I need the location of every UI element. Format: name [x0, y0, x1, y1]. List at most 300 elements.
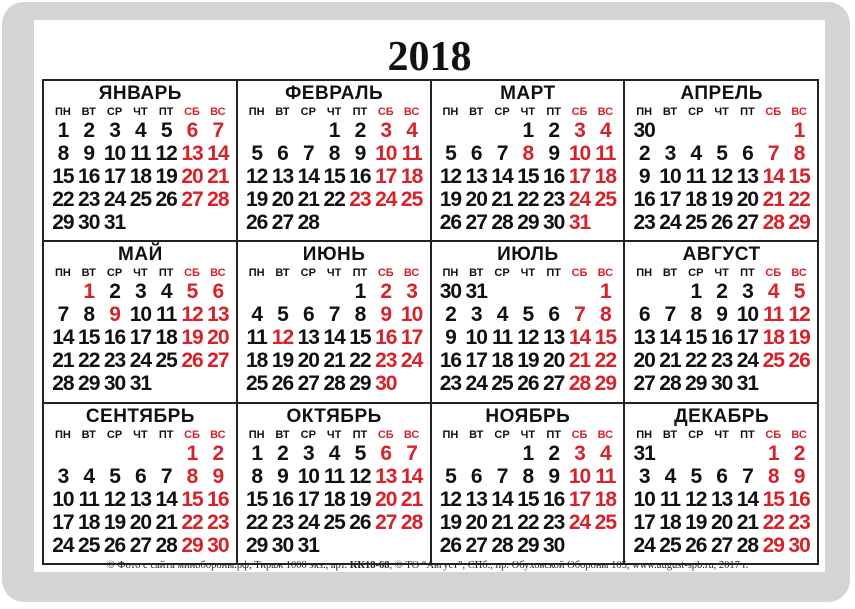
weekday-label: СБ — [571, 267, 588, 280]
day-cell: 21 — [297, 188, 319, 211]
day-cell: 2 — [380, 280, 392, 304]
day-cell: 26 — [685, 533, 707, 557]
day-cell: 8 — [793, 142, 805, 165]
day-cell: 9 — [83, 142, 95, 165]
weekday-label: ВТ — [662, 106, 678, 118]
day-cell: 24 — [568, 188, 591, 211]
day-cell: 1 — [57, 119, 69, 142]
weekday-label: ПТ — [158, 267, 174, 280]
day-cell: 7 — [496, 142, 508, 165]
day-cell: 13 — [207, 303, 229, 327]
day-cell: 8 — [57, 142, 69, 165]
day-cell: 25 — [78, 533, 100, 557]
day-cell: 6 — [470, 142, 482, 165]
weekday-label: ВТ — [81, 267, 96, 280]
day-cell: 3 — [664, 142, 676, 165]
day-cell: 17 — [568, 165, 591, 188]
day-cell: 22 — [52, 188, 74, 211]
year-title: 2018 — [387, 34, 472, 80]
weekday-label: ПН — [636, 428, 653, 441]
weekday-label: ВС — [210, 428, 226, 441]
day-cell: 31 — [103, 211, 126, 234]
weekday-label: ВС — [210, 267, 226, 280]
days-grid — [438, 442, 619, 557]
month-name: ОКТЯБРЬ — [286, 405, 382, 427]
weekday-label: ПТ — [740, 267, 755, 280]
day-cell: 24 — [52, 533, 74, 557]
day-cell: 30 — [788, 533, 810, 557]
day-cell: 17 — [129, 326, 152, 350]
weekday-label: ВС — [597, 267, 614, 280]
weekday-label: СБ — [377, 267, 394, 280]
day-cell: 2 — [793, 441, 805, 465]
day-cell: 8 — [599, 303, 611, 327]
day-cell: 26 — [271, 372, 294, 396]
month-block — [44, 81, 238, 242]
day-cell: 15 — [685, 326, 707, 350]
day-cell: 13 — [736, 165, 759, 188]
day-cell: 19 — [349, 487, 371, 511]
day-cell: 12 — [155, 142, 177, 165]
day-cell: 5 — [690, 464, 702, 488]
weekday-label: ПТ — [546, 428, 561, 441]
day-cell: 31 — [129, 372, 152, 396]
day-cell: 24 — [659, 211, 681, 234]
day-cell: 20 — [129, 510, 152, 534]
day-cell: 25 — [594, 188, 616, 211]
day-cell: 19 — [788, 326, 810, 350]
day-cell: 4 — [406, 119, 417, 142]
day-cell: 28 — [762, 211, 784, 234]
day-cell: 18 — [245, 349, 268, 373]
day-cell: 23 — [439, 372, 462, 396]
day-cell: 6 — [186, 119, 198, 142]
day-cell: 8 — [186, 464, 198, 488]
day-cell: 29 — [52, 211, 74, 234]
day-cell: 15 — [517, 165, 539, 188]
day-cell: 30 — [375, 372, 397, 396]
weekday-label: ВТ — [469, 106, 484, 118]
weekday-label: ЧТ — [326, 428, 342, 441]
day-cell: 23 — [375, 349, 397, 373]
day-cell: 21 — [400, 487, 423, 511]
day-cell: 10 — [736, 303, 759, 327]
day-cell: 22 — [685, 349, 707, 373]
day-cell: 12 — [181, 303, 203, 327]
day-cell: 19 — [439, 188, 462, 211]
weekday-label: ВС — [791, 428, 807, 441]
day-cell: 10 — [400, 303, 423, 327]
day-cell: 29 — [762, 533, 784, 557]
day-cell: 21 — [659, 349, 681, 373]
day-cell: 30 — [710, 372, 733, 396]
day-cell: 14 — [491, 487, 513, 511]
day-cell: 17 — [103, 165, 126, 188]
day-cell: 26 — [788, 349, 810, 373]
weekday-label: СБ — [571, 428, 588, 441]
day-cell: 10 — [129, 303, 152, 327]
day-cell: 16 — [543, 487, 565, 511]
weekday-header — [438, 105, 619, 119]
day-cell: 22 — [517, 188, 539, 211]
day-cell: 30 — [207, 533, 229, 557]
weekday-label: ПН — [54, 428, 71, 441]
day-cell: 27 — [633, 372, 655, 396]
day-cell: 22 — [594, 349, 616, 373]
day-cell: 18 — [78, 510, 100, 534]
day-cell: 28 — [155, 533, 177, 557]
day-cell: 23 — [349, 188, 371, 211]
day-cell: 6 — [277, 142, 288, 165]
day-cell: 8 — [522, 142, 534, 165]
weekday-label: СБ — [184, 428, 200, 441]
month-block — [44, 242, 238, 403]
day-cell: 22 — [349, 349, 371, 373]
day-cell: 28 — [52, 372, 74, 396]
month-block — [238, 81, 432, 242]
day-cell: 2 — [212, 441, 224, 465]
day-cell: 17 — [736, 326, 759, 350]
day-cell: 4 — [83, 464, 95, 488]
month-block — [625, 81, 819, 242]
weekday-label: ПН — [442, 106, 459, 118]
day-cell: 29 — [78, 372, 100, 396]
day-cell: 11 — [78, 487, 99, 511]
months-grid — [42, 79, 819, 565]
day-cell: 13 — [375, 464, 397, 488]
days-grid — [50, 119, 231, 234]
day-cell: 15 — [349, 326, 371, 350]
weekday-label: ПТ — [546, 267, 561, 280]
day-cell: 9 — [212, 464, 224, 488]
day-cell: 4 — [328, 441, 340, 465]
weekday-label: ВС — [210, 106, 226, 118]
day-cell: 7 — [57, 303, 69, 327]
day-cell: 5 — [277, 303, 288, 327]
calendar-card — [2, 2, 850, 602]
day-cell: 25 — [155, 349, 177, 373]
day-cell: 20 — [710, 510, 733, 534]
day-cell: 6 — [212, 280, 224, 304]
day-cell: 27 — [271, 211, 294, 234]
day-cell: 20 — [181, 165, 203, 188]
day-cell: 21 — [52, 349, 74, 373]
day-cell: 29 — [594, 372, 616, 396]
day-cell: 16 — [103, 326, 126, 350]
day-cell: 7 — [664, 303, 676, 327]
day-cell: 4 — [690, 142, 702, 165]
day-cell: 14 — [323, 326, 345, 350]
weekday-label: ВС — [403, 267, 420, 280]
day-cell: 19 — [155, 165, 177, 188]
day-cell: 19 — [271, 349, 294, 373]
weekday-label: ПТ — [352, 106, 368, 118]
day-cell: 21 — [762, 188, 784, 211]
day-cell: 2 — [548, 119, 560, 142]
day-cell: 14 — [207, 142, 229, 165]
day-cell: 23 — [271, 510, 294, 534]
days-grid — [50, 280, 231, 395]
day-cell: 17 — [400, 326, 423, 350]
day-cell: 30 — [633, 119, 655, 142]
days-grid — [631, 280, 812, 395]
day-cell: 20 — [543, 349, 565, 373]
day-cell: 9 — [716, 303, 727, 327]
weekday-label: СБ — [184, 267, 200, 280]
day-cell: 30 — [543, 211, 565, 234]
day-cell: 16 — [633, 188, 655, 211]
days-grid — [631, 442, 812, 557]
day-cell: 4 — [599, 119, 611, 142]
day-cell: 1 — [599, 280, 611, 304]
day-cell: 13 — [633, 326, 655, 350]
day-cell: 11 — [595, 464, 616, 488]
day-cell: 2 — [716, 280, 727, 304]
weekday-label: ЧТ — [520, 267, 536, 280]
day-cell: 5 — [793, 280, 805, 304]
day-cell: 10 — [375, 142, 397, 165]
weekday-label: СБ — [571, 106, 588, 118]
day-cell: 4 — [160, 280, 172, 304]
day-cell: 21 — [323, 349, 345, 373]
day-cell: 21 — [568, 349, 591, 373]
weekday-label: ВС — [403, 106, 420, 118]
day-cell: 13 — [129, 487, 152, 511]
day-cell: 19 — [685, 510, 707, 534]
weekday-label: СР — [300, 428, 316, 441]
weekday-label: СБ — [377, 428, 394, 441]
day-cell: 16 — [207, 487, 229, 511]
month-name: МАРТ — [500, 83, 556, 104]
day-cell: 11 — [491, 326, 513, 350]
day-cell: 7 — [767, 142, 779, 165]
day-cell: 13 — [271, 165, 294, 188]
month-name: АПРЕЛЬ — [680, 83, 763, 104]
weekday-label: ВТ — [275, 428, 290, 441]
weekday-label: ПН — [442, 428, 459, 441]
weekday-label: ЧТ — [520, 428, 536, 441]
weekday-label: ВС — [403, 428, 420, 441]
day-cell: 20 — [207, 326, 229, 350]
days-grid — [244, 119, 425, 234]
day-cell: 22 — [788, 188, 810, 211]
day-cell: 14 — [400, 464, 423, 488]
day-cell: 6 — [742, 142, 753, 165]
day-cell: 2 — [548, 441, 560, 465]
day-cell: 24 — [465, 372, 487, 396]
day-cell: 21 — [207, 165, 229, 188]
day-cell: 25 — [685, 211, 707, 234]
day-cell: 9 — [277, 464, 288, 488]
day-cell: 15 — [788, 165, 810, 188]
month-name: ИЮЛЬ — [497, 244, 559, 266]
day-cell: 16 — [439, 349, 462, 373]
day-cell: 25 — [245, 372, 268, 396]
days-grid — [244, 280, 425, 395]
day-cell: 4 — [496, 303, 508, 327]
day-cell: 16 — [710, 326, 733, 350]
weekday-label: ЧТ — [326, 267, 342, 280]
calendar-panel — [34, 20, 825, 572]
day-cell: 18 — [129, 165, 152, 188]
day-cell: 6 — [638, 303, 650, 327]
weekday-label: ПТ — [740, 428, 755, 441]
day-cell: 21 — [736, 510, 759, 534]
weekday-header — [631, 105, 812, 119]
day-cell: 23 — [788, 510, 810, 534]
day-cell: 19 — [181, 326, 203, 350]
day-cell: 19 — [103, 510, 126, 534]
day-cell: 26 — [439, 211, 462, 234]
weekday-label: ВТ — [275, 267, 290, 280]
day-cell: 11 — [324, 464, 345, 488]
day-cell: 27 — [129, 533, 152, 557]
day-cell: 9 — [109, 303, 120, 327]
day-cell: 15 — [762, 487, 784, 511]
weekday-label: СБ — [184, 106, 200, 118]
day-cell: 4 — [664, 464, 676, 488]
day-cell: 22 — [762, 510, 784, 534]
day-cell: 24 — [297, 510, 319, 534]
day-cell: 24 — [103, 188, 126, 211]
day-cell: 27 — [710, 533, 733, 557]
weekday-label: ЧТ — [133, 428, 148, 441]
weekday-label: ПН — [54, 267, 71, 280]
weekday-label: ПН — [54, 106, 71, 118]
weekday-label: ВС — [791, 106, 807, 118]
weekday-label: ЧТ — [133, 106, 148, 118]
day-cell: 13 — [181, 142, 203, 165]
month-name: ФЕВРАЛЬ — [285, 83, 384, 104]
day-cell: 6 — [548, 303, 560, 327]
day-cell: 13 — [297, 326, 319, 350]
day-cell: 22 — [245, 510, 268, 534]
day-cell: 3 — [406, 280, 417, 304]
weekday-label: ПТ — [546, 106, 561, 118]
day-cell: 15 — [594, 326, 616, 350]
weekday-label: СБ — [377, 106, 394, 118]
day-cell: 3 — [135, 280, 146, 304]
day-cell: 24 — [129, 349, 152, 373]
day-cell: 27 — [375, 510, 397, 534]
day-cell: 29 — [517, 211, 539, 234]
weekday-header — [631, 266, 812, 280]
day-cell: 28 — [568, 372, 591, 396]
day-cell: 17 — [465, 349, 487, 373]
day-cell: 25 — [323, 510, 345, 534]
weekday-label: ВТ — [81, 428, 96, 441]
day-cell: 21 — [491, 510, 513, 534]
day-cell: 24 — [633, 533, 655, 557]
day-cell: 25 — [659, 533, 681, 557]
day-cell: 29 — [349, 372, 371, 396]
weekday-label: СР — [300, 267, 316, 280]
day-cell: 27 — [736, 211, 759, 234]
day-cell: 16 — [349, 165, 371, 188]
day-cell: 16 — [78, 165, 100, 188]
day-cell: 2 — [445, 303, 456, 327]
month-block — [432, 242, 626, 403]
day-cell: 28 — [323, 372, 345, 396]
weekday-label: ПТ — [158, 428, 174, 441]
day-cell: 9 — [548, 142, 560, 165]
day-cell: 17 — [659, 188, 681, 211]
month-name: АВГУСТ — [682, 244, 761, 266]
weekday-label: ПТ — [352, 267, 368, 280]
days-grid — [244, 442, 425, 557]
day-cell: 12 — [349, 464, 371, 488]
day-cell: 21 — [491, 188, 513, 211]
day-cell: 8 — [354, 303, 366, 327]
day-cell: 6 — [302, 303, 314, 327]
day-cell: 11 — [156, 303, 177, 327]
day-cell: 25 — [594, 510, 616, 534]
day-cell: 19 — [517, 349, 539, 373]
day-cell: 11 — [659, 487, 681, 511]
day-cell: 17 — [52, 510, 74, 534]
day-cell: 11 — [595, 142, 616, 165]
day-cell: 17 — [375, 165, 397, 188]
day-cell: 29 — [245, 533, 268, 557]
day-cell: 9 — [445, 326, 456, 350]
day-cell: 28 — [491, 533, 513, 557]
day-cell: 8 — [690, 303, 702, 327]
weekday-header — [438, 266, 619, 280]
weekday-label: ЧТ — [133, 267, 148, 280]
day-cell: 7 — [212, 119, 224, 142]
day-cell: 10 — [465, 326, 487, 350]
day-cell: 10 — [633, 487, 655, 511]
day-cell: 26 — [710, 211, 733, 234]
day-cell: 29 — [517, 533, 539, 557]
day-cell: 25 — [129, 188, 152, 211]
day-cell: 6 — [380, 441, 392, 465]
day-cell: 14 — [736, 487, 759, 511]
weekday-label: ВТ — [662, 267, 678, 280]
weekday-label: ВТ — [662, 428, 678, 441]
weekday-label: ПТ — [352, 428, 368, 441]
day-cell: 12 — [710, 165, 733, 188]
weekday-label: ВС — [791, 267, 807, 280]
weekday-label: СР — [494, 267, 510, 280]
day-cell: 1 — [767, 441, 779, 465]
day-cell: 1 — [186, 441, 198, 465]
weekday-label: СБ — [765, 106, 782, 118]
day-cell: 20 — [465, 188, 487, 211]
weekday-label: СР — [494, 106, 510, 118]
day-cell: 27 — [465, 211, 487, 234]
day-cell: 28 — [297, 211, 319, 234]
day-cell: 2 — [354, 119, 366, 142]
day-cell: 1 — [522, 441, 534, 465]
weekday-header — [50, 428, 231, 442]
footer-credits — [0, 560, 855, 571]
day-cell: 23 — [103, 349, 126, 373]
day-cell: 12 — [439, 165, 462, 188]
day-cell: 14 — [491, 165, 513, 188]
weekday-label: ВТ — [469, 267, 484, 280]
footer-text-1: © Фото с сайта минобороны.рф, Тираж 1000 экз., арт. — [106, 560, 350, 571]
month-block — [238, 404, 432, 565]
day-cell: 27 — [181, 188, 203, 211]
weekday-header — [244, 266, 425, 280]
day-cell: 12 — [439, 487, 462, 511]
weekday-label: ЧТ — [714, 106, 729, 118]
day-cell: 7 — [574, 303, 585, 327]
day-cell: 20 — [633, 349, 655, 373]
day-cell: 28 — [659, 372, 681, 396]
day-cell: 11 — [763, 303, 784, 327]
